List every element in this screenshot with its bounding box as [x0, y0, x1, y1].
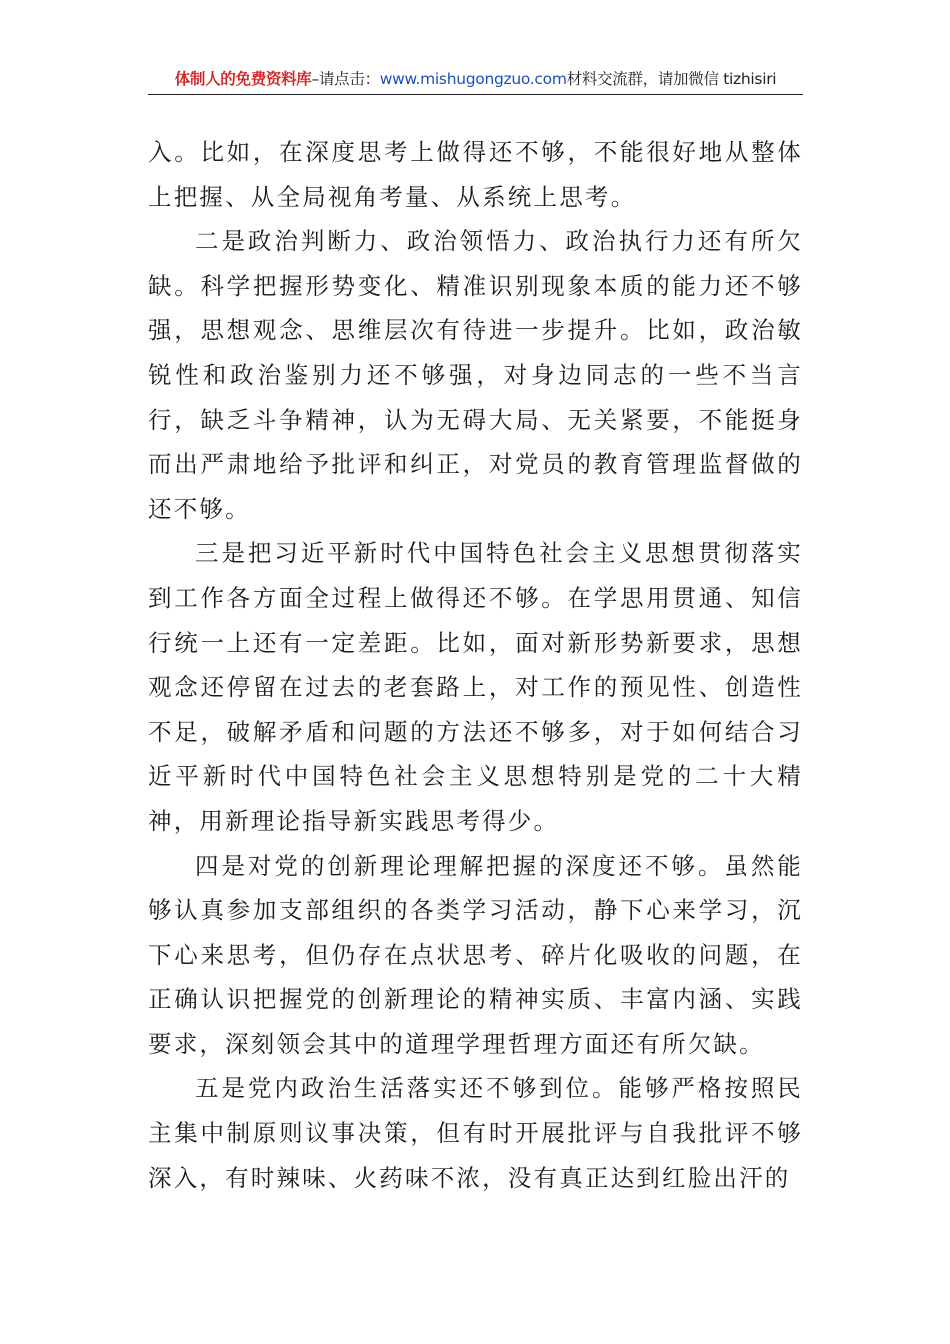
paragraph-point-five: 五是党内政治生活落实还不够到位。能够严格按照民主集中制原则议事决策，但有时开展批评与自我批评不够深入，有时辣味、火药味不浓，没有真正达到红脸出汗的 — [148, 1074, 803, 1192]
page-header — [148, 66, 803, 95]
paragraph-point-two: 二是政治判断力、政治领悟力、政治执行力还有所欠缺。科学把握形势变化、精准识别现象本质的能力还不够强，思想观念、思维层次有待进一步提升。比如，政治敏锐性和政治鉴别力还不够强，对身边同志的一些不当言行，缺乏斗争精神，认为无碍大局、无关紧要，不能挺身而出严肃地给予批评和纠正，对党员的教育管理监督做的还不够。 — [148, 227, 803, 523]
paragraph-continuation: 入。比如，在深度思考上做得还不够，不能很好地从整体上把握、从全局视角考量、从系统上思考。 — [148, 138, 803, 211]
paragraph-point-four: 四是对党的创新理论理解把握的深度还不够。虽然能够认真参加支部组织的各类学习活动，静下心来学习，沉下心来思考，但仍存在点状思考、碎片化吸收的问题，在正确认识把握党的创新理论的精神实质、丰富内涵、实践要求，深刻领会其中的道理学理哲理方面还有所欠缺。 — [148, 851, 803, 1058]
header-contact-text: 材料交流群，请加微信 tizhisiri — [566, 70, 777, 88]
paragraph-point-three: 三是把习近平新时代中国特色社会主义思想贯彻落实到工作各方面全过程上做得还不够。在学思用贯通、知信行统一上还有一定差距。比如，面对新形势新要求，思想观念还停留在过去的老套路上，对工作的预见性、创造性不足，破解矛盾和问题的方法还不够多，对于如何结合习近平新时代中国特色社会主义思想特别是党的二十大精神，用新理论指导新实践思考得少。 — [148, 539, 803, 835]
header-library-name: 体制人的免费资料库 — [174, 70, 312, 88]
header-website-link[interactable]: www.mishugongzuo.com — [379, 70, 567, 88]
header-click-prompt: –请点击： — [311, 70, 380, 88]
document-body — [148, 130, 803, 1200]
